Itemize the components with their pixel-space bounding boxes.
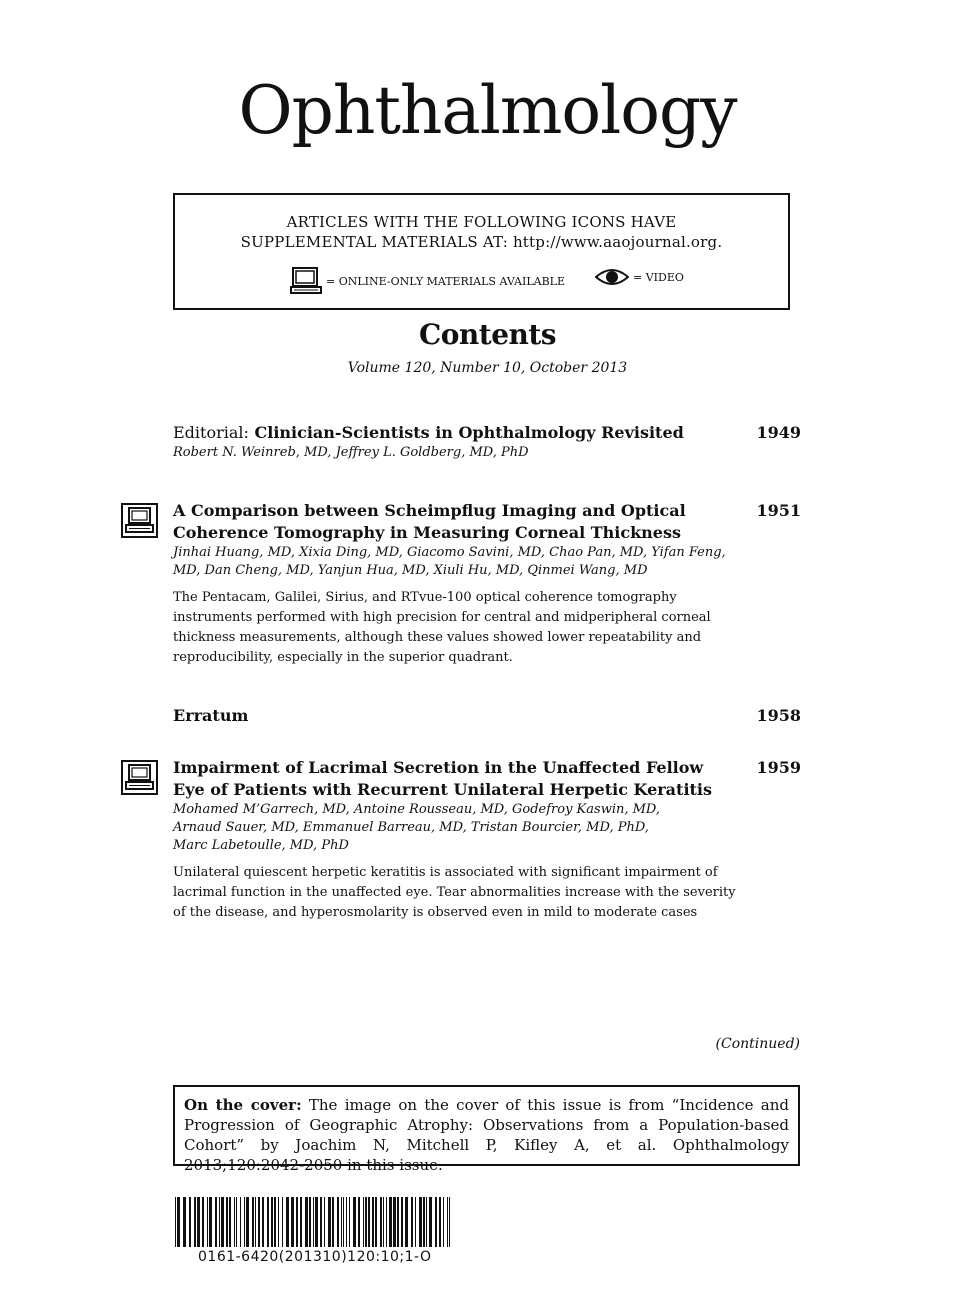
barcode-bar [282,1197,283,1247]
barcode-bar [343,1197,344,1247]
entry-page: 1949 [756,423,801,442]
barcode-bar [435,1197,437,1247]
barcode-bar [337,1197,339,1247]
barcode-bar [262,1197,264,1247]
entry-abstract: The Pentacam, Galilei, Sirius, and RTvue-100 optical coherence tomography instruments performed with high precision for central and midperipheral corneal thickness measurements, although these values showed lower repeatability and reproducibility, especially in the superior quadrant. [173,590,711,665]
barcode-bar [267,1197,269,1247]
barcode-bar [202,1197,204,1247]
entry-title-text: Clinician-Scientists in Ophthalmology Revisited [254,423,684,442]
toc-entry-editorial [173,422,801,462]
barcode-bar [296,1197,298,1247]
continued-note: (Continued) [715,1036,800,1052]
entry-prefix: Editorial: [173,423,249,442]
barcode-bar [315,1197,318,1247]
entry-page: 1951 [756,501,801,520]
barcode-bar [393,1197,396,1247]
barcode-bar [274,1197,276,1247]
barcode-bar [346,1197,347,1247]
supplemental-notice-box [173,193,790,310]
barcode-bar [419,1197,422,1247]
barcode-bar [229,1197,231,1247]
computer-icon [290,267,322,295]
video-legend-label: = VIDEO [633,270,684,284]
barcode-bar [234,1197,235,1247]
barcode-bar [207,1197,208,1247]
barcode-bar [358,1197,360,1247]
cover-note-box [173,1085,800,1174]
barcode-bar [383,1197,384,1247]
barcode-bar [426,1197,427,1247]
barcode-bar [300,1197,302,1247]
barcode-bar [380,1197,382,1247]
barcode-bar [183,1197,186,1247]
author-line: Arnaud Sauer, MD, Emmanuel Barreau, MD, Tristan Bourcier, MD, PhD, [173,820,649,835]
barcode-bar [278,1197,279,1247]
barcode-bar [189,1197,191,1247]
barcode-bar [328,1197,331,1247]
barcode-bar [443,1197,444,1247]
entry-page: 1959 [756,758,801,777]
barcode-bar [365,1197,367,1247]
barcode-bar [209,1197,212,1247]
barcode-bar [252,1197,254,1247]
toc-entry-lacrimal [173,757,801,923]
barcode-bar [375,1197,377,1247]
barcode-bar [226,1197,228,1247]
entry-page: 1958 [756,706,801,725]
barcode-bar [177,1197,180,1247]
barcode-bar [372,1197,374,1247]
barcode-bar [219,1197,220,1247]
barcode-bar [415,1197,416,1247]
barcode-text: 0161-6420(201310)120:10;1-O [198,1249,432,1265]
notice-line-1: ARTICLES WITH THE FOLLOWING ICONS HAVE [286,213,677,231]
barcode-bar [221,1197,224,1247]
contents-heading: Contents [418,318,557,351]
entry-authors: Robert N. Weinreb, MD, Jeffrey L. Goldberg, MD, PhD [173,445,529,460]
entry-title[interactable] [173,422,733,444]
barcode-bar [236,1197,237,1247]
legend-video [595,267,684,287]
barcode-bar [405,1197,408,1247]
barcode-bar [397,1197,399,1247]
barcode-bar [271,1197,273,1247]
barcode-bar [197,1197,200,1247]
entry-authors: Jinhai Huang, MD, Xixia Ding, MD, Giacomo Savini, MD, Chao Pan, MD, Yifan Feng, MD, Dan Cheng, MD, Yanjun Hua, MD, Xiuli Hu, MD, Qinmei Wang, MD [173,545,726,578]
barcode-bar [368,1197,370,1247]
author-line: Marc Labetoulle, MD, PhD [173,838,349,853]
online-materials-icon [121,760,158,795]
toc-entry-erratum [173,705,801,727]
barcode-bar [305,1197,308,1247]
barcode-bar [240,1197,241,1247]
barcode-bar [258,1197,260,1247]
barcode-bar [389,1197,392,1247]
journal-title: Ophthalmology [238,72,737,149]
entry-title[interactable]: Impairment of Lacrimal Secretion in the Unaffected Fellow Eye of Patients with Recurrent Unilateral Herpetic Keratitis [173,758,712,799]
entry-title[interactable]: Erratum [173,706,249,725]
cover-text: The image on the cover of this issue is from “Incidence and Progression of Geographic Atrophy: Observations from a Population-based Cohort” by Joachim N, Mitchell P, Kifley A, et al. Ophthalmology 2013;120:2042-2050 in this issue. [184,1096,789,1174]
author-line: Mohamed M’Garrech, MD, Antoine Rousseau, MD, Godefroy Kaswin, MD, [173,802,661,817]
barcode-bar [341,1197,342,1247]
barcode-bar [246,1197,249,1247]
entry-abstract: Unilateral quiescent herpetic keratitis is associated with significant impairment of lacrimal function in the unaffected eye. Tear abnormalities increase with the severity of the disease, and hyperosmolarity is observed even in mild to moderate cases [173,865,736,920]
entry-authors [173,801,733,855]
barcode-bar [332,1197,334,1247]
barcode [173,1197,455,1247]
barcode-bar [244,1197,245,1247]
barcode-bar [429,1197,432,1247]
legend-online-materials [290,267,565,295]
barcode-bar [349,1197,350,1247]
barcode-bar [411,1197,413,1247]
online-materials-icon [121,503,158,538]
barcode-bar [439,1197,441,1247]
barcode-bar [194,1197,196,1247]
barcode-bar [175,1197,176,1247]
toc-entry-scheimpflug [173,500,801,668]
barcode-bar [286,1197,289,1247]
barcode-bar [255,1197,256,1247]
barcode-bar [447,1197,448,1247]
cover-label: On the cover: [184,1096,302,1114]
barcode-bar [215,1197,217,1247]
barcode-bar [313,1197,314,1247]
barcode-bar [386,1197,387,1247]
barcode-bar [291,1197,294,1247]
eye-icon [595,267,629,287]
barcode-bar [324,1197,325,1247]
online-legend-label: = ONLINE-ONLY MATERIALS AVAILABLE [326,274,566,288]
issue-line: Volume 120, Number 10, October 2013 [347,360,628,376]
entry-title[interactable]: A Comparison between Scheimpflug Imaging and Optical Coherence Tomography in Measuring Corneal Thickness [173,501,686,542]
barcode-bar [401,1197,403,1247]
notice-line-2: SUPPLEMENTAL MATERIALS AT: http://www.aaojournal.org. [240,233,723,251]
barcode-bar [363,1197,364,1247]
barcode-bar [449,1197,450,1247]
barcode-bar [353,1197,356,1247]
barcode-bar [423,1197,425,1247]
barcode-bar [320,1197,322,1247]
barcode-bar [309,1197,311,1247]
